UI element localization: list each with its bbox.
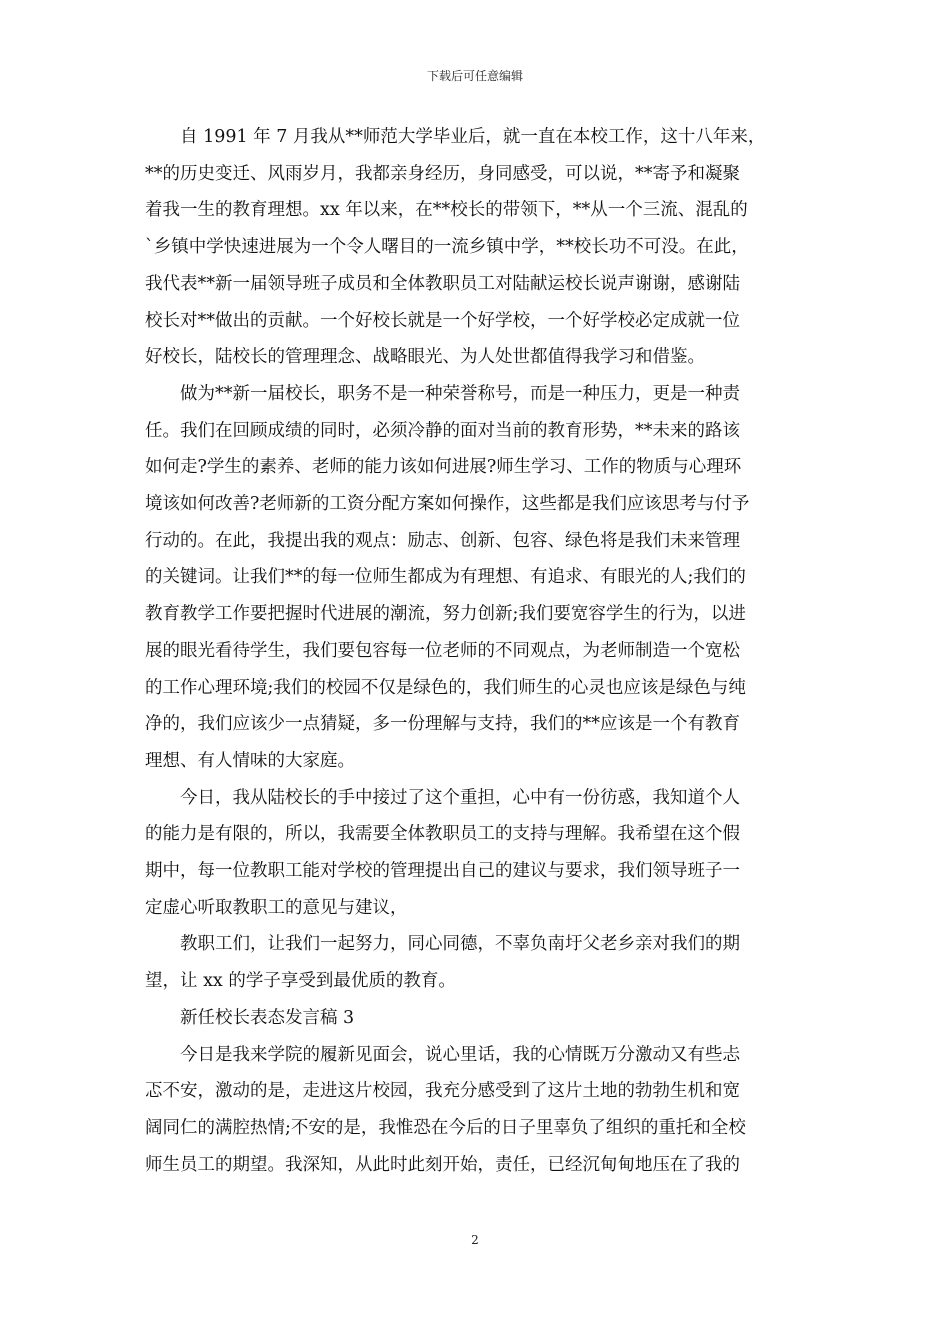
page-number: 2 — [471, 1233, 479, 1247]
text-line: **的历史变迁、风雨岁月，我都亲身经历，身同感受，可以说，**寄予和凝聚 — [145, 163, 740, 184]
text-line: 净的，我们应该少一点猜疑，多一份理解与支持，我们的**应该是一个有教育 — [145, 714, 740, 735]
paragraph — [145, 119, 807, 376]
text-line: 期中，每一位教职工能对学校的管理提出自己的建议与要求，我们领导班子一 — [145, 861, 740, 882]
text-line: 理想、有人情味的大家庭。 — [145, 750, 355, 771]
text-line: 如何走?学生的素养、老师的能力该如何进展?师生学习、工作的物质与心理环 — [145, 457, 742, 478]
text-line: 的工作心理环境;我们的校园不仅是绿色的，我们师生的心灵也应该是绿色与纯 — [145, 677, 746, 698]
text-line: 新任校长表态发言稿 3 — [180, 1007, 355, 1028]
document-body — [145, 119, 807, 1183]
paragraph — [145, 926, 807, 999]
text-line: 着我一生的教育理想。xx 年以来，在**校长的带领下，**从一个三流、混乱的 — [145, 200, 748, 221]
text-line: 境该如何改善?老师新的工资分配方案如何操作，这些都是我们应该思考与付予 — [145, 494, 750, 515]
text-line: 定虚心听取教职工的意见与建议， — [145, 897, 408, 918]
text-line: 展的眼光看待学生，我们要包容每一位老师的不同观点，为老师制造一个宽松 — [145, 640, 740, 661]
text-line: 我代表**新一届领导班子成员和全体教职员工对陆献运校长说声谢谢，感谢陆 — [145, 273, 740, 294]
page-header: 下载后可任意编辑 — [426, 69, 523, 83]
text-line: 做为**新一届校长，职务不是一种荣誉称号，而是一种压力，更是一种责 — [180, 383, 740, 404]
text-line: 行动的。在此，我提出我的观点：励志、创新、包容、绿色将是我们未来管理 — [145, 530, 740, 551]
text-line: 师生员工的期望。我深知，从此时此刻开始，责任，已经沉甸甸地压在了我的 — [145, 1154, 740, 1175]
paragraph — [145, 1000, 807, 1037]
text-line: 望，让 xx 的学子享受到最优质的教育。 — [145, 971, 456, 992]
paragraph — [145, 1037, 807, 1184]
text-line: 任。我们在回顾成绩的同时，必须冷静的面对当前的教育形势，**未来的路该 — [145, 420, 740, 441]
paragraph — [145, 376, 807, 780]
text-line: `乡镇中学快速进展为一个令人曙目的一流乡镇中学，**校长功不可没。在此， — [145, 237, 749, 258]
text-line: 自 1991 年 7 月我从**师范大学毕业后，就一直在本校工作，这十八年来， — [180, 127, 766, 147]
text-line: 的能力是有限的，所以，我需要全体教职员工的支持与理解。我希望在这个假 — [145, 824, 740, 845]
text-line: 教职工们，让我们一起努力，同心同德，不辜负南圩父老乡亲对我们的期 — [180, 934, 740, 955]
text-line: 教育教学工作要把握时代进展的潮流，努力创新;我们要宽容学生的行为，以进 — [145, 604, 746, 625]
text-line: 的关键词。让我们**的每一位师生都成为有理想、有追求、有眼光的人;我们的 — [145, 567, 746, 588]
text-line: 阔同仁的满腔热情;不安的是，我惟恐在今后的日子里辜负了组织的重托和全校 — [145, 1117, 746, 1138]
text-line: 忑不安，激动的是，走进这片校园，我充分感受到了这片土地的勃勃生机和宽 — [145, 1081, 740, 1102]
text-line: 今日是我来学院的履新见面会，说心里话，我的心情既万分激动又有些忐 — [180, 1044, 740, 1065]
text-line: 校长对**做出的贡献。一个好校长就是一个好学校，一个好学校必定成就一位 — [145, 310, 740, 331]
paragraph — [145, 780, 807, 927]
text-line: 好校长，陆校长的管理理念、战略眼光、为人处世都值得我学习和借鉴。 — [145, 347, 705, 368]
text-line: 今日，我从陆校长的手中接过了这个重担，心中有一份彷惑，我知道个人 — [180, 787, 740, 808]
